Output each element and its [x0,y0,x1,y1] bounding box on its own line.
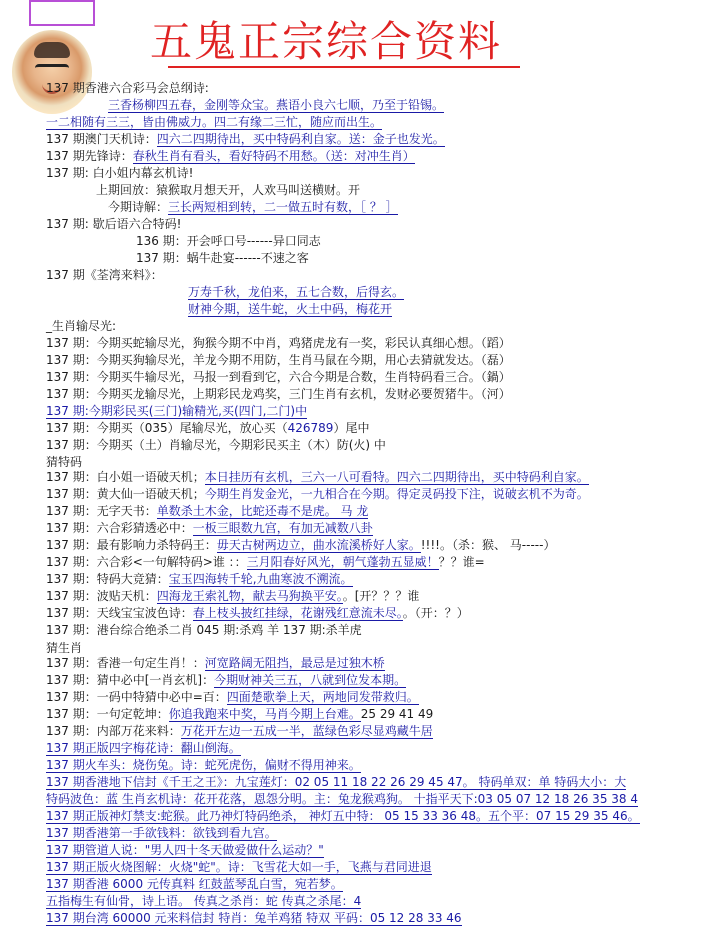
text-link[interactable]: 宝玉四海转千轮,九曲寒波不溯流。 [168,572,353,586]
text-segment: 137 期：天线宝宝波色诗： [46,606,193,620]
text-link[interactable]: 137 期:今期彩民买(三门)输精光,买(四门,二门)中 [46,404,308,418]
text-line [46,859,432,876]
text-segment: 137 期香港六合彩马会总纲诗: [46,81,209,95]
text-link[interactable]: 137 期正版火烧图解：火烧"蛇"。诗：飞雪花大如一手，飞燕与君同进退 [46,860,432,874]
text-segment: 137 期: 白小姐内幕玄机诗! [46,166,194,180]
text-line [46,571,353,588]
text-line [46,335,511,352]
text-link[interactable]: 四海龙王索礼物，献去马狗换平安。 [156,589,343,603]
text-line [46,791,638,808]
text-line [96,182,360,199]
text-link[interactable]: 财神今期，送牛蛇，火土中码，梅花开 [188,302,393,316]
text-segment: !!!!。（杀：猴、 马-----） [420,538,556,552]
text-line [46,486,589,503]
text-line [46,216,181,233]
text-link[interactable]: 137 期正版神灯禁支:蛇猴。此乃神灯特码绝杀， 神灯五中特： 05 15 33 36 48。五个平：07 15 29 35 46。 [46,809,640,823]
text-link[interactable]: 137 期香港地下信封《千王之王》：九宝莲灯：02 05 11 18 22 26 29 45 47。 特码单双：单 特码大小：大 [46,775,627,789]
text-link[interactable]: 万花开左边一五成一半，蓝绿色彩尽显鸡藏牛居 [180,724,433,738]
text-line [46,420,369,437]
text-line [46,469,589,486]
text-segment: 137 期先锋诗： [46,149,133,163]
text-link[interactable]: 三香杨柳四五春，金刚等众宝。燕语小良六七顺，乃至于铅锡。 [108,98,445,112]
text-line [46,352,511,369]
text-segment: 137 期：白小姐一语破天机； [46,470,205,484]
text-line [46,80,209,97]
text-segment: 137 期：六合彩猜透必中： [46,521,193,535]
text-line [46,655,385,672]
text-line [46,148,415,165]
text-link[interactable]: 137 期火车头：烧伤兔。诗：蛇死虎伤，偏财不得用神来。 [46,758,361,772]
text-line [46,622,362,639]
text-segment: 137 期：一码中特猜中必中=百： [46,690,227,704]
text-segment: _生肖输尽光: [46,319,117,333]
text-line [46,605,469,622]
text-line [46,386,511,403]
text-line [46,706,433,723]
text-line [108,97,444,114]
text-line [46,318,116,335]
text-segment: 137 期：港台综合绝杀二肖 045 期:杀鸡 羊 137 期:杀羊虎 [46,623,362,637]
text-segment: 。（开：？） [402,606,469,620]
text-segment: 137 期：今期买牛输尽光，马报一到看到它，六合今期是合数，生肖特码看三合。（鍋） [46,370,511,384]
text-link[interactable]: 四面楚歌拳上天，两地同发带救归。 [226,690,419,704]
text-segment: 137 期：六合彩<一句解特码>谁 ：： [46,555,247,569]
text-segment: 今期生肖发金光，一九相合在今期。得定灵码投下注，说破玄机不为奇。 [204,487,589,501]
text-link[interactable]: 137 期管道人说："男人四十冬天做爱做什么运动？" [46,843,324,857]
text-link[interactable]: 五指梅生有仙骨，诗上语。 传真之杀肖：蛇 传真之杀尾：4 [46,894,362,908]
text-line [46,537,555,554]
text-line [46,503,368,520]
page-title: 五鬼正宗综合资料 [150,17,503,66]
text-link[interactable]: 河宽路阔无阻挡，最忌是过独木桥 [204,656,385,670]
text-line [46,437,386,454]
text-line [46,910,462,927]
text-segment: 137 期：无字天书： [46,504,157,518]
text-link[interactable]: 万寿千秋，龙伯来，五七合数，后得玄。 [188,285,405,299]
text-line [188,284,404,301]
text-line [46,893,361,910]
text-segment: 137 期：今期买龙输尽光，上期彩民龙鸡奖，三门生肖有玄机，发财必要贺猪牛。（河） [46,387,511,401]
text-segment: 137 期：今期买狗输尽光，羊龙今期不用防，生肖马鼠在今期，用心去猜就发达。（磊） [46,353,511,367]
text-link[interactable]: 三月阳春好风光，朝气蓬勃五显威！ [246,555,439,569]
text-segment: 136 期：开会呼口号------异口同志 [136,234,321,248]
selection-box [29,0,95,26]
text-segment: 137 期：猜中必中[一肖玄机]： [46,673,215,687]
text-line [46,876,343,893]
text-segment: 137 期：黄大仙一语破天机； [46,487,205,501]
text-link[interactable]: 四六二四期待出，买中特码利自家。送：金子也发光。 [156,132,445,146]
text-link[interactable]: 137 期台湾 60000 元来料信封 特肖：兔羊鸡猪 特双 平码：05 12 28 33 46 [46,911,462,925]
text-line [46,689,419,706]
text-line [46,740,241,757]
text-link[interactable]: 毋天古树两边立，曲水流溪桥好人家。 [216,538,421,552]
text-segment: 137 期：一句定乾坤： [46,707,169,721]
text-segment: ？？谁= [438,555,485,569]
text-segment: 今期诗解： [108,200,169,214]
text-line [46,165,193,182]
text-link[interactable]: 你追我跑来中奖，马肖今期上台难。 [168,707,361,721]
text-line [46,369,511,386]
text-line [136,233,321,250]
text-link[interactable]: 特码波色：蓝 生肖玄机诗：花开花落，恩怨分明。主：兔龙猴鸡狗。 十指平天下:03 05 07 12 18 26 35 38 4 [46,792,638,806]
text-segment: 25 29 41 49 [360,707,434,721]
text-segment: 137 期：波贴天机： [46,589,157,603]
text-link[interactable]: 137 期正版四字梅花诗：翻山倒海。 [46,741,241,755]
text-segment: 137 期：香港一句定生肖！： [46,656,205,670]
text-line [46,842,324,859]
title-underline [168,66,520,68]
text-line [46,131,445,148]
text-line [46,114,382,131]
text-segment: 137 期：今期买蛇输尽光，狗猴今期不中肖，鸡猪虎龙有一奖，彩民认真细心想。（蹈） [46,336,511,350]
text-segment: 。[开？？？谁 [342,589,420,603]
text-line [46,554,485,571]
text-segment: 137 期澳门天机诗： [46,132,157,146]
text-segment: 猜特码 [46,455,83,469]
text-line [46,808,640,825]
text-line [46,774,626,791]
text-segment: 137 期：特码大竞猜： [46,572,169,586]
text-line [46,588,419,605]
text-segment: 137 期《荃湾来料》： [46,268,163,282]
text-segment: 上期回放：猿猴取月想天开，人欢马叫送横财。开 [96,183,361,197]
text-line [46,267,163,284]
text-link[interactable]: 春秋生肖有看头，看好特码不用愁。（送：对冲生肖） [132,149,415,163]
text-line [136,250,309,267]
text-line [108,199,398,216]
text-line [46,520,373,537]
text-link[interactable]: 单数杀土木金，比蛇还毒不是虎。 马 龙 [156,504,369,518]
text-link[interactable]: 一板三眼数九宫，有加无减数八卦 [192,521,373,535]
text-segment: 137 期：蜗牛赴宴------不速之客 [136,251,309,265]
text-segment: 137 期：今期买（土）肖输尽光，今期彩民买主（木）防(火) 中 [46,438,386,452]
text-segment: 137 期：今期买（035）尾输尽光，放心买（ [46,421,288,435]
avatar [12,30,92,114]
text-line [188,301,392,318]
text-line [46,723,433,740]
text-line [46,672,406,689]
text-link[interactable]: 一二相随有三三，皆由佛威力。四二有缘二三忙，随应而出生。 [46,115,383,129]
text-segment: ）尾中 [333,421,370,435]
text-segment: 426789 [287,421,334,435]
text-link[interactable]: 137 期香港 6000 元传真料 红鼓蓝琴乱白雪，宛若梦。 [46,877,343,891]
text-link[interactable]: 137 期香港第一手欲钱料：欲钱到看九宫。 [46,826,277,840]
text-link[interactable]: 春上枝头披红挂绿，花谢残红意流未尽。 [192,606,403,620]
text-link[interactable]: 今期财神关三五，八就到位发本期。 [214,673,407,687]
text-segment: 137 期: 歇后语六合特码! [46,217,182,231]
text-segment: 猜生肖 [46,641,83,655]
text-link[interactable]: 本日挂历有玄机，三六一八可看特。四六二四期待出，买中特码利自家。 [204,470,589,484]
text-line [46,757,361,774]
text-line [46,403,307,420]
text-segment: 137 期：最有影响力杀特码王： [46,538,217,552]
text-line [46,825,277,842]
text-segment: 137 期：内部万花来料： [46,724,181,738]
text-link[interactable]: 三长两短相到转，二一做五时有数，［ ？ ］ [168,200,398,214]
